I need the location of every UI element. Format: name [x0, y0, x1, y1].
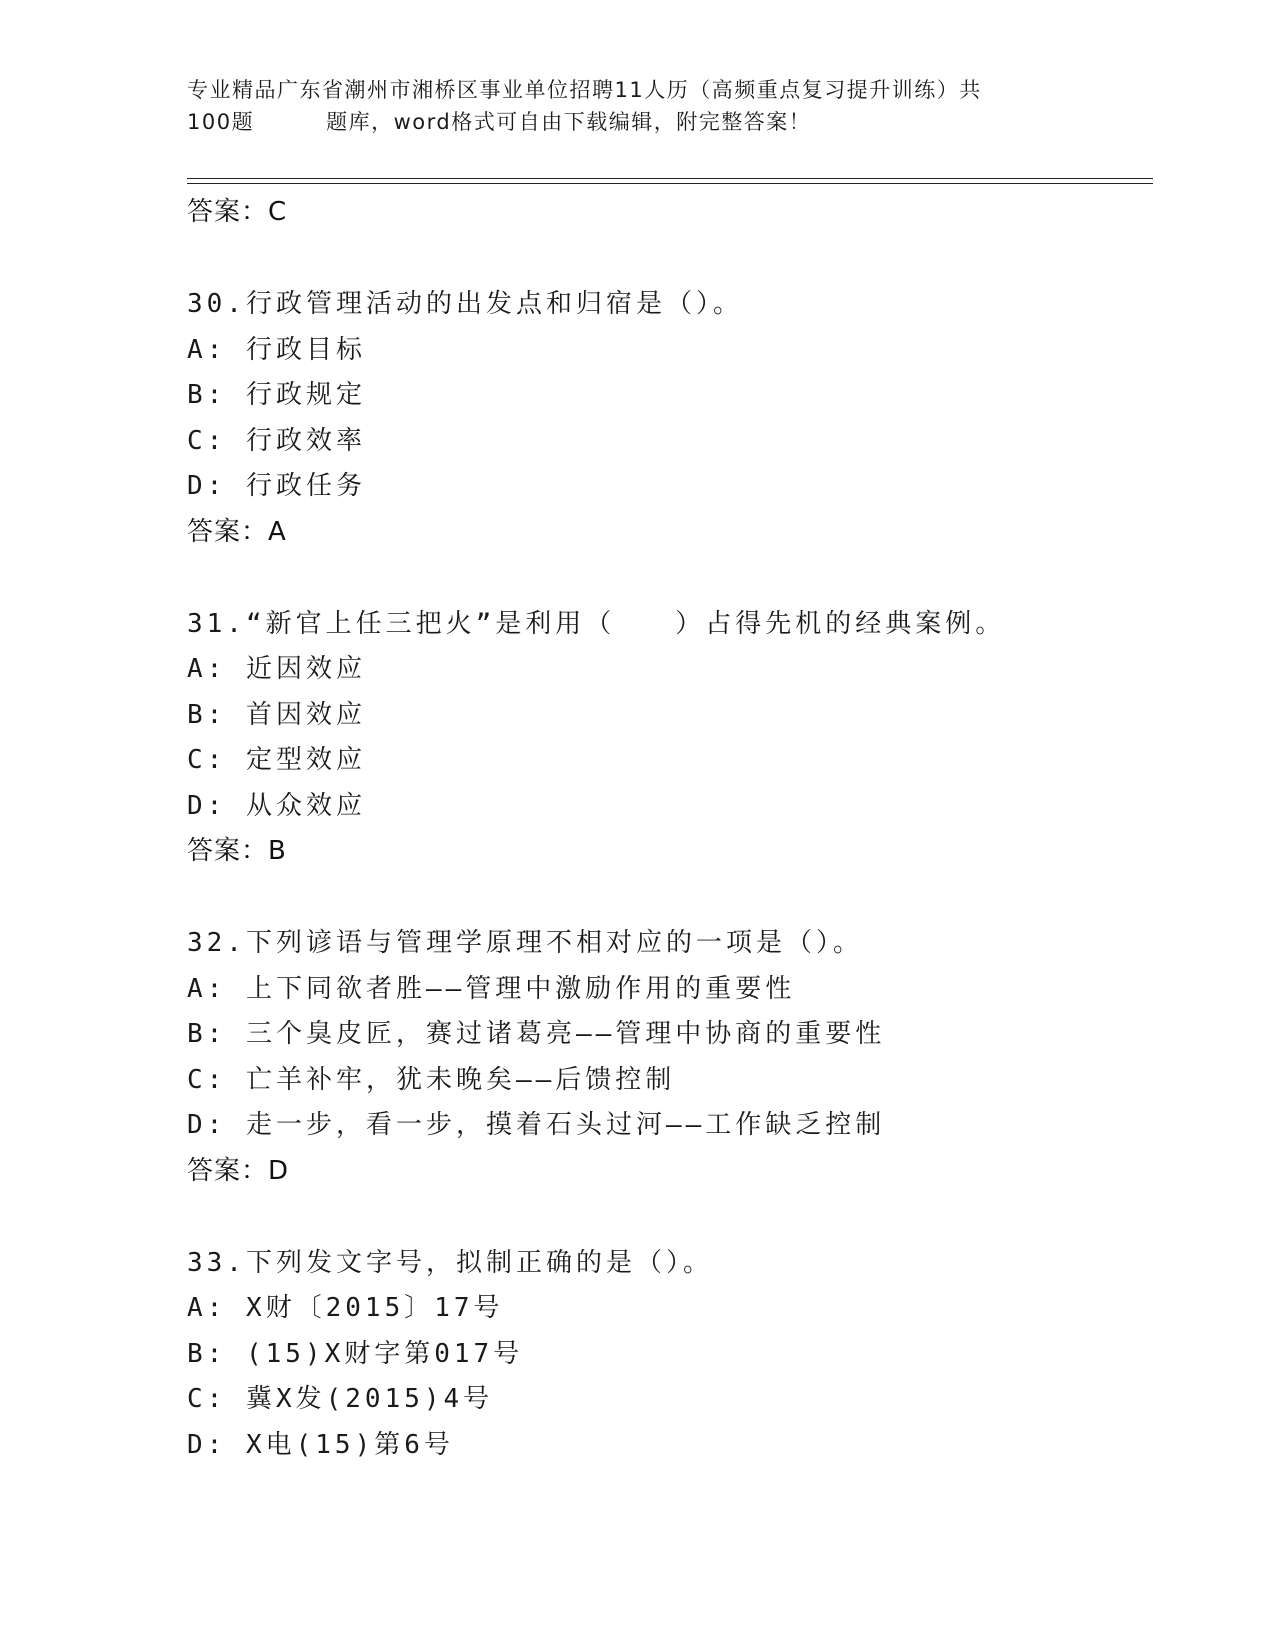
- option-b: B: (15)X财字第017号: [187, 1338, 524, 1369]
- answer-line-29: 答案：C: [187, 197, 288, 227]
- question-block-32: [187, 921, 1147, 1193]
- question-list: [187, 190, 1147, 1468]
- option-b: B: 首因效应: [187, 699, 366, 730]
- question-text: 32.下列谚语与管理学原理不相对应的一项是（）。: [187, 928, 863, 958]
- answer-line: 答案：D: [187, 1155, 290, 1186]
- option-c: C: 行政效率: [187, 425, 366, 456]
- question-block-31: [187, 602, 1147, 874]
- header-title-line-1: 专业精品广东省潮州市湘桥区事业单位招聘11人历（高频重点复习提升训练）共: [187, 78, 982, 102]
- question-text: 33.下列发文字号，拟制正确的是（）。: [187, 1247, 713, 1278]
- option-d: D: 走一步，看一步，摸着石头过河——工作缺乏控制: [187, 1110, 886, 1140]
- option-c: C: 亡羊补牢，犹未晚矣——后馈控制: [187, 1064, 676, 1095]
- question-text: 30.行政管理活动的出发点和归宿是（）。: [187, 289, 743, 319]
- option-a: A: 上下同欲者胜——管理中激励作用的重要性: [187, 973, 796, 1004]
- option-a: A: 近因效应: [187, 654, 366, 684]
- option-b: B: 行政规定: [187, 380, 366, 410]
- answer-line: 答案：A: [187, 516, 287, 547]
- option-d: D: X电(15)第6号: [187, 1429, 454, 1460]
- option-b: B: 三个臭皮匠，赛过诸葛亮——管理中协商的重要性: [187, 1019, 886, 1049]
- option-c: C: 定型效应: [187, 745, 366, 775]
- header-title-suffix: 题库，word格式可自由下载编辑，附完整答案！: [326, 110, 812, 134]
- header-divider-bottom: [187, 183, 1153, 184]
- header-divider-top: [187, 178, 1153, 179]
- header-title-line-2: [187, 106, 1087, 138]
- option-a: A: X财〔2015〕17号: [187, 1293, 504, 1323]
- option-c: C: 冀X发(2015)4号: [187, 1384, 494, 1414]
- option-d: D: 从众效应: [187, 790, 366, 821]
- header-question-count: 100题: [187, 110, 255, 134]
- answer-line: 答案：B: [187, 836, 287, 866]
- question-block-30: [187, 282, 1147, 554]
- option-a: A: 行政目标: [187, 334, 366, 365]
- option-d: D: 行政任务: [187, 471, 366, 501]
- document-header: [187, 74, 1087, 138]
- question-text: 31.“新官上任三把火”是利用（ ）占得先机的经典案例。: [187, 608, 1006, 639]
- question-block-33: [187, 1241, 1147, 1469]
